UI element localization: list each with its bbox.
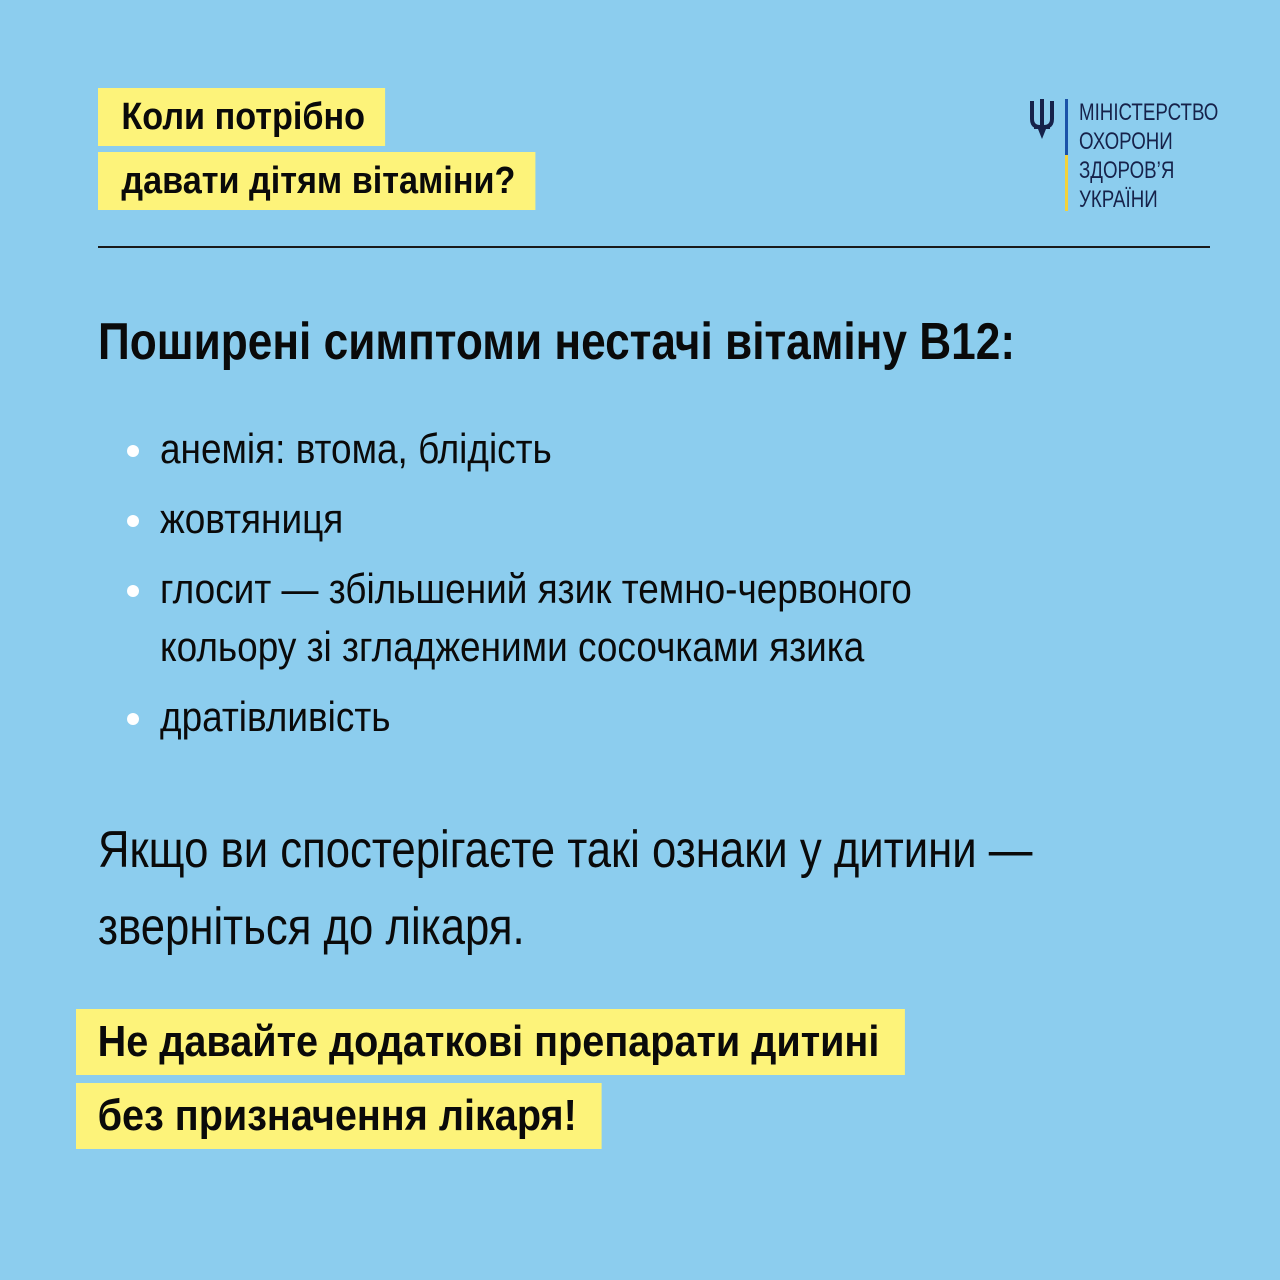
advice-line-1: Якщо ви спостерігаєте такі ознаки у дитини — — [98, 821, 1033, 879]
symptom-text-continued: кольору зі згладженими сосочками язика — [160, 623, 865, 670]
symptom-text: анемія: втома, блідість — [160, 425, 552, 472]
logo-line-2: ОХОРОНИ — [1079, 128, 1173, 155]
warning-line-1: Не давайте додаткові препарати дитині — [76, 1009, 905, 1075]
advice-paragraph — [98, 812, 1032, 966]
bullet-dot — [127, 445, 139, 457]
warning-line-2: без призначення лікаря! — [76, 1083, 602, 1149]
logo-line-3: ЗДОРОВ’Я — [1079, 157, 1175, 184]
header-divider — [98, 246, 1210, 248]
section-heading: Поширені симптоми нестачі вітаміну В12: — [98, 313, 1016, 371]
symptom-text: дратівливість — [160, 693, 391, 740]
symptom-text: жовтяниця — [160, 495, 344, 542]
bullet-dot — [127, 585, 139, 597]
logo-line-4: УКРАЇНИ — [1079, 186, 1158, 213]
list-item — [124, 420, 1014, 478]
trident-icon — [1028, 99, 1056, 139]
title-line-2: давати дітям вітаміни? — [98, 152, 535, 210]
logo-line-1: МІНІСТЕРСТВО — [1079, 99, 1219, 126]
list-item — [124, 490, 1014, 548]
bullet-dot — [127, 515, 139, 527]
symptom-list — [124, 420, 1014, 758]
list-item — [124, 688, 1014, 746]
logo-divider-bar — [1065, 99, 1068, 211]
advice-line-2: зверніться до лікаря. — [98, 898, 525, 956]
title-line-1: Коли потрібно — [98, 88, 385, 146]
list-item — [124, 560, 1014, 676]
symptom-text: глосит — збільшений язик темно-червоного — [160, 565, 912, 612]
logo-text — [1079, 98, 1218, 214]
bullet-dot — [127, 713, 139, 725]
